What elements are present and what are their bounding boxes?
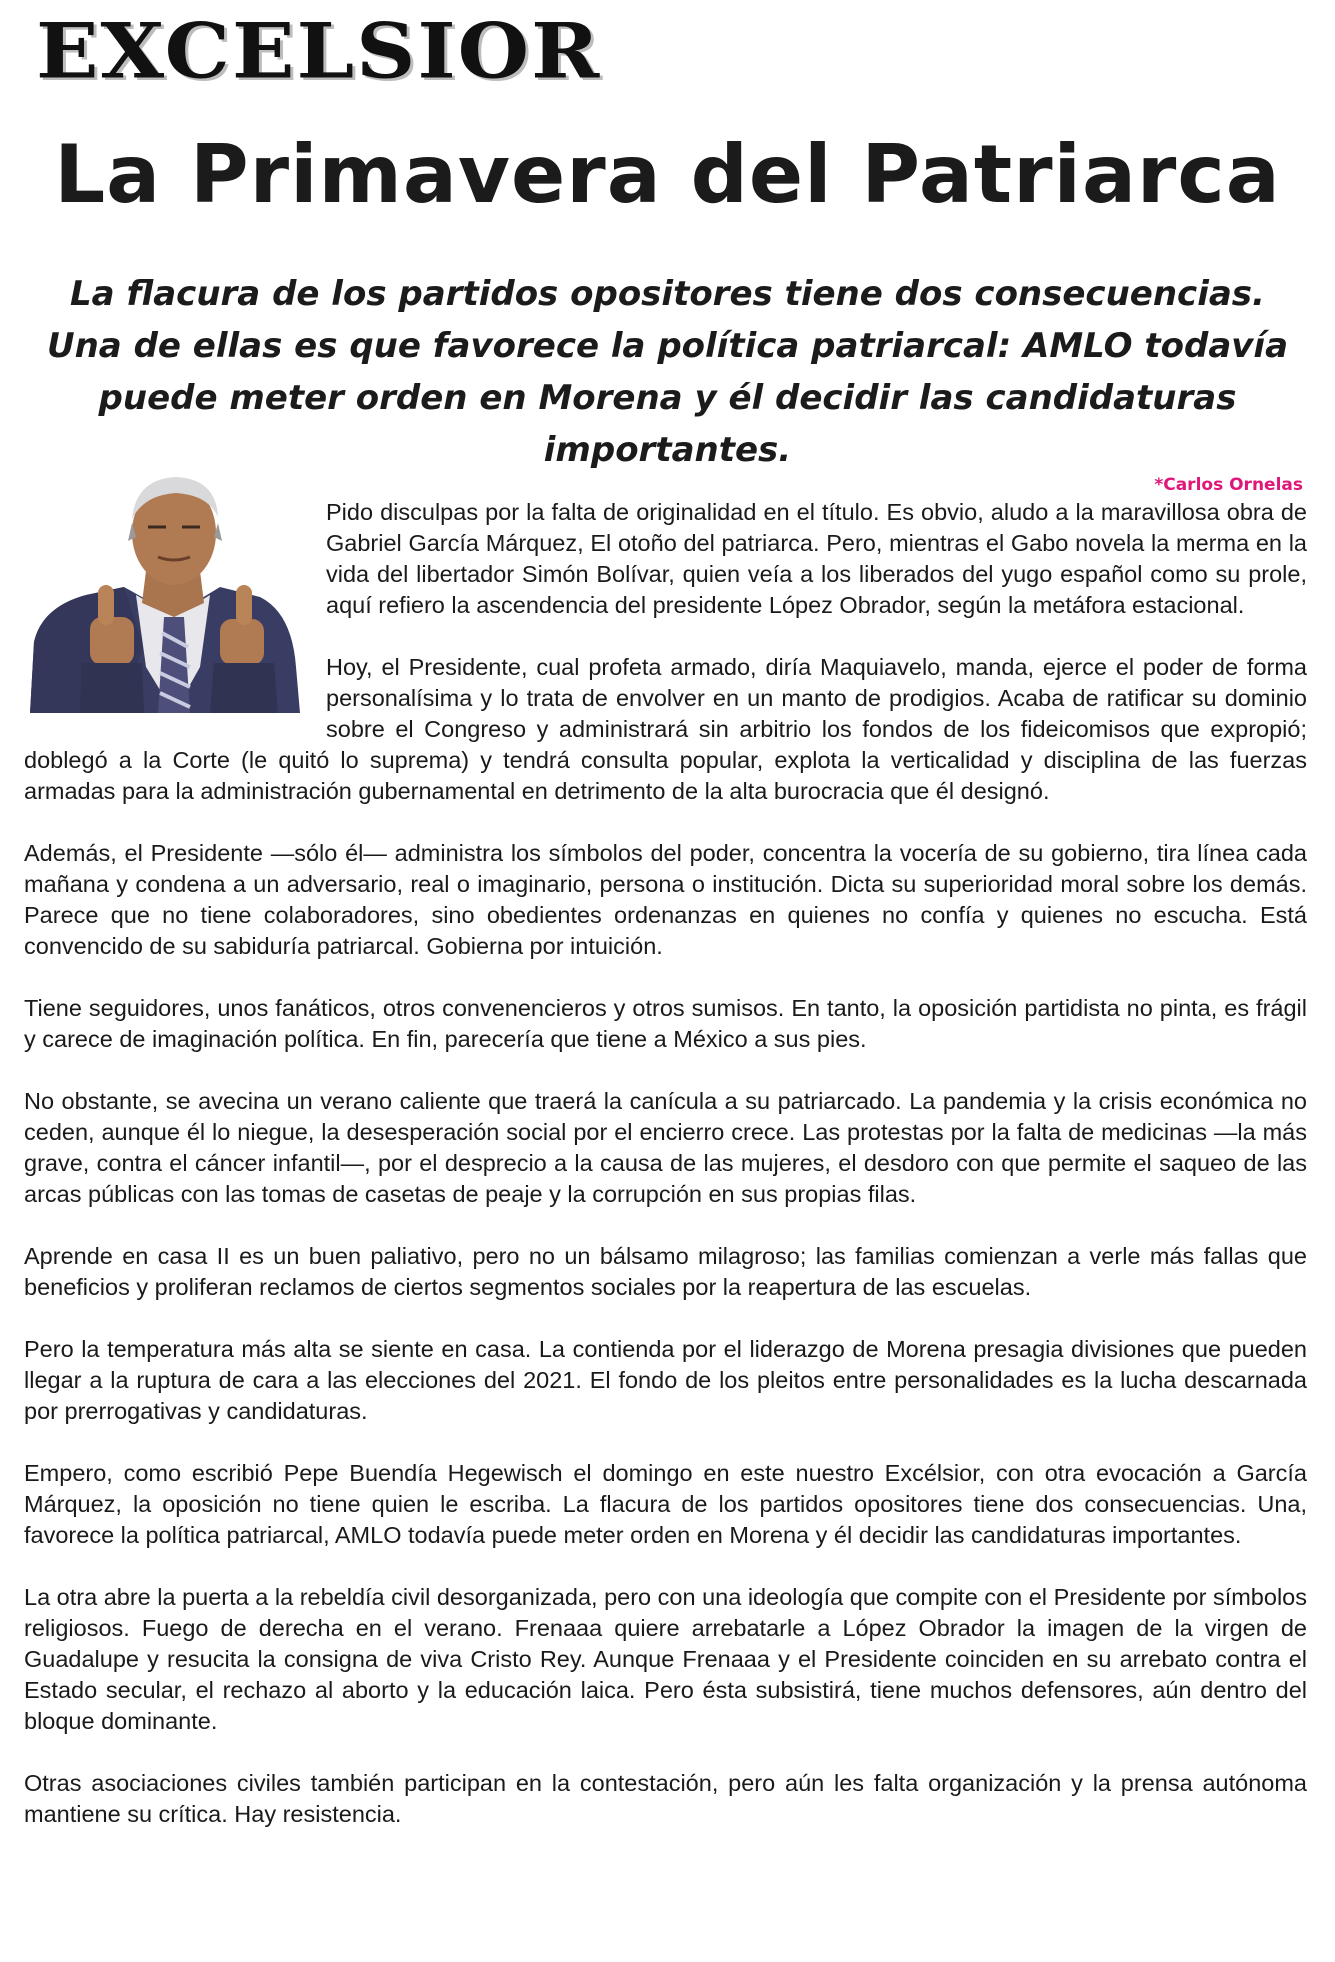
paragraph: Tiene seguidores, unos fanáticos, otros convenencieros y otros sumisos. En tanto, la oposición partidista no pinta, es frágil y carece de imaginación política. En fin, parecería que tiene a México a sus pies. (24, 995, 1307, 1052)
paragraph: No obstante, se avecina un verano caliente que traerá la canícula a su patriarcado. La pandemia y la crisis económica no ceden, aunque él lo niegue, la desesperación social por el encierro crece. Las protestas por la falta de medicinas —la más grave, contra el cáncer infantil—, por el desprecio a la causa de las mujeres, el desdoro con que permite el saqueo de las arcas públicas con las tomas de casetas de peaje y la corrupción en sus propias filas. (24, 1088, 1307, 1207)
paragraph: Pido disculpas por la falta de originalidad en el título. Es obvio, aludo a la maravillosa obra de Gabriel García Márquez, El otoño del patriarca. Pero, mientras el Gabo novela la merma en la vida del libertador Simón Bolívar, quien veía a los liberados del yugo español como su prole, aquí refiero la ascendencia del presidente López Obrador, según la metáfora estacional. (326, 499, 1307, 618)
paragraph: Empero, como escribió Pepe Buendía Hegewisch el domingo en este nuestro Excélsior, con otra evocación a García Márquez, la oposición no tiene quien le escriba. La flacura de los partidos opositores tiene dos consecuencias. Una, favorece la política patriarcal, AMLO todavía puede meter orden en Morena y él decidir las candidaturas importantes. (24, 1460, 1307, 1548)
author-thumbs-up-image (24, 467, 310, 713)
author-photo (24, 467, 310, 713)
paragraph: Además, el Presidente —sólo él— administra los símbolos del poder, concentra la vocería de su gobierno, tira línea cada mañana y condena a un adversario, real o imaginario, persona o institución. Dicta su superioridad moral sobre los demás. Parece que no tiene colaboradores, sino obedientes ordenanzas en quienes no confía y quienes no escucha. Está convencido de su sabiduría patriarcal. Gobierna por intuición. (24, 840, 1307, 959)
deck-subheadline: La flacura de los partidos opositores tiene dos consecuencias. Una de ellas es que favorece la política patriarcal: AMLO todavía puede meter orden en Morena y él decidir las candidaturas importantes. (46, 274, 1289, 470)
masthead-logo: EXCELSIOR (36, 7, 602, 96)
headline: La Primavera del Patriarca (54, 128, 1281, 221)
paragraph: Aprende en casa II es un buen paliativo, pero no un bálsamo milagroso; las familias comienzan a verle más fallas que beneficios y proliferan reclamos de ciertos segmentos sociales por la reapertura de las escuelas. (24, 1243, 1307, 1300)
paragraph: La otra abre la puerta a la rebeldía civil desorganizada, pero con una ideología que compite con el Presidente por símbolos religiosos. Fuego de derecha en el verano. Frenaaa quiere arrebatarle a López Obrador la imagen de la virgen de Guadalupe y resucita la consigna de viva Cristo Rey. Aunque Frenaaa y el Presidente coinciden en su arrebato contra el Estado secular, el rechazo al aborto y la educación laica. Pero ésta subsistirá, tiene muchos defensores, aún dentro del bloque dominante. (24, 1584, 1307, 1734)
paragraph: Hoy, el Presidente, cual profeta armado, diría Maquiavelo, manda, ejerce el poder de forma personalísima y lo trata de envolver en un manto de prodigios. Acaba de ratificar su dominio sobre el Congreso y administrará sin arbitrio los fondos de los fideicomisos que expropió; doblegó a la Corte (le quitó lo suprema) y tendrá consulta popular, explota la verticalidad y disciplina de las fuerzas armadas para la administración gubernamental en detrimento de la alta burocracia que él designó. (24, 654, 1307, 804)
paragraph: Otras asociaciones civiles también participan en la contestación, pero aún les falta organización y la prensa autónoma mantiene su crítica. Hay resistencia. (24, 1770, 1307, 1827)
byline: *Carlos Ornelas (1154, 475, 1303, 495)
paragraph: Pero la temperatura más alta se siente en casa. La contienda por el liderazgo de Morena presagia divisiones que pueden llegar a la ruptura de cara a las elecciones del 2021. El fondo de los pleitos entre personalidades es la lucha descarnada por prerrogativas y candidaturas. (24, 1336, 1307, 1424)
article-body (24, 497, 1307, 1830)
